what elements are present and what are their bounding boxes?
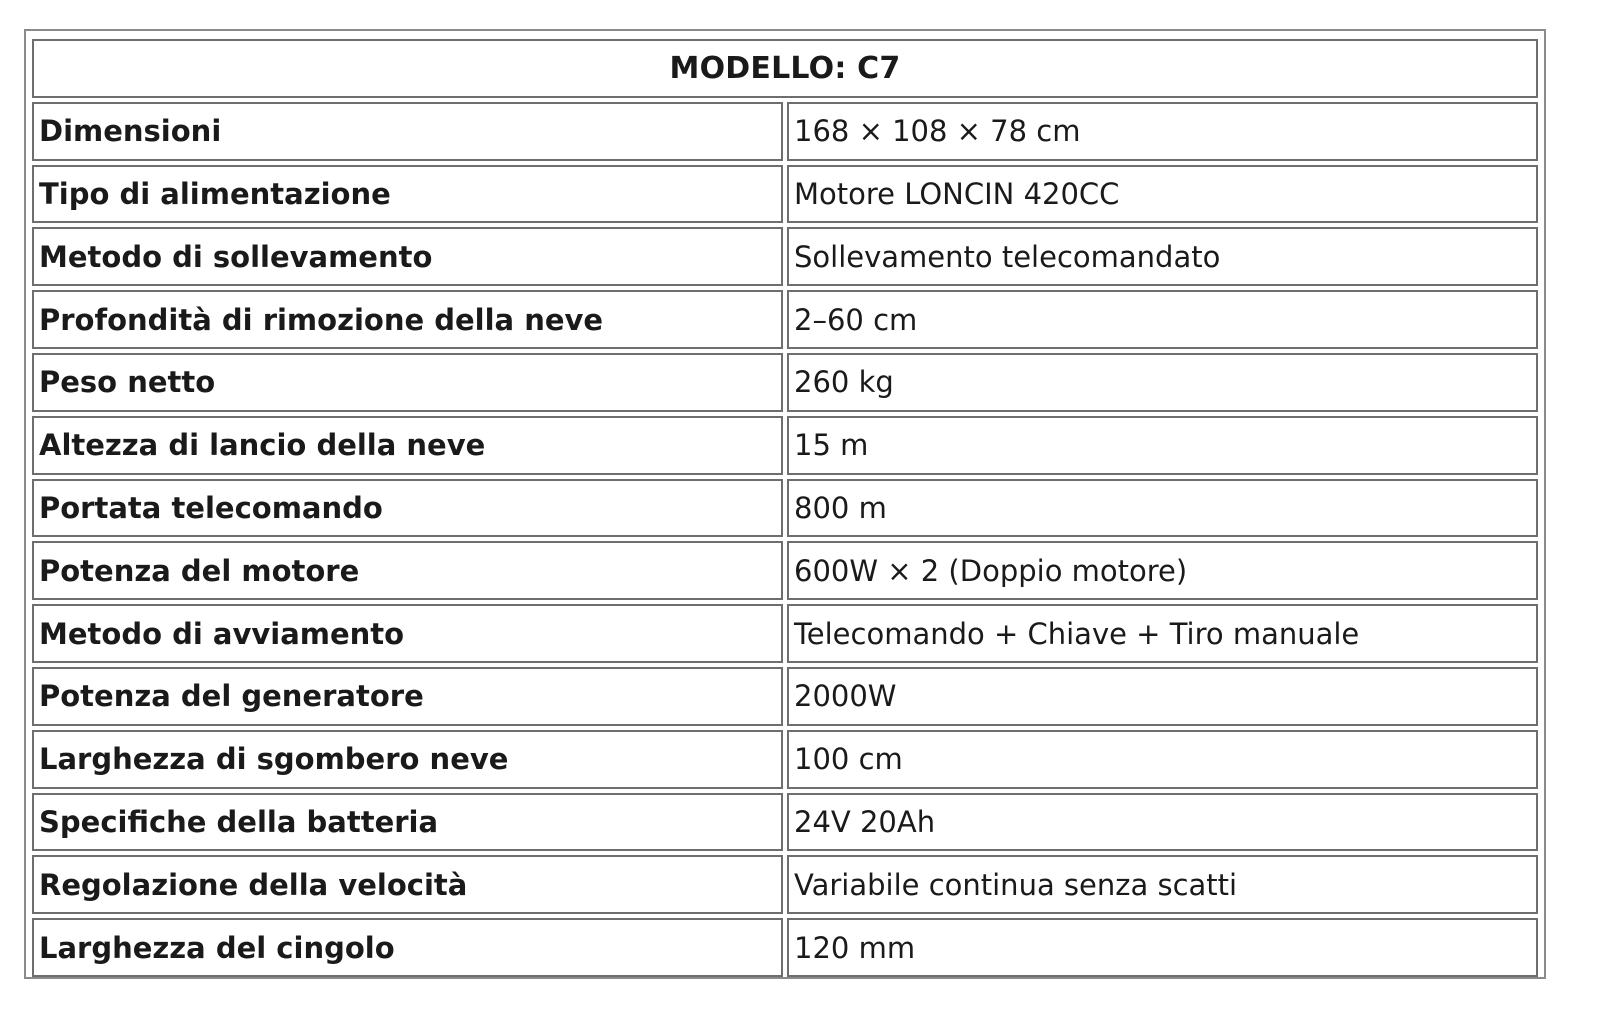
spec-value: 2000W (787, 667, 1538, 726)
spec-table (28, 35, 1542, 981)
spec-label: Altezza di lancio della neve (32, 416, 783, 475)
spec-label: Larghezza del cingolo (32, 918, 783, 977)
table-title: MODELLO: C7 (32, 39, 1538, 98)
spec-value: 15 m (787, 416, 1538, 475)
table-row (32, 227, 1538, 286)
spec-value: 120 mm (787, 918, 1538, 977)
spec-value: 260 kg (787, 353, 1538, 412)
table-row (32, 290, 1538, 349)
table-row (32, 541, 1538, 600)
table-row (32, 667, 1538, 726)
table-header-row (32, 39, 1538, 98)
table-row (32, 102, 1538, 161)
table-row (32, 416, 1538, 475)
table-row (32, 353, 1538, 412)
table-row (32, 855, 1538, 914)
table-row (32, 165, 1538, 224)
spec-value: Sollevamento telecomandato (787, 227, 1538, 286)
spec-value: 24V 20Ah (787, 793, 1538, 852)
spec-label: Metodo di avviamento (32, 604, 783, 663)
table-row (32, 730, 1538, 789)
spec-label: Portata telecomando (32, 479, 783, 538)
spec-label: Specifiche della batteria (32, 793, 783, 852)
table-row (32, 479, 1538, 538)
spec-value: 600W × 2 (Doppio motore) (787, 541, 1538, 600)
spec-label: Regolazione della velocità (32, 855, 783, 914)
spec-label: Dimensioni (32, 102, 783, 161)
table-row (32, 604, 1538, 663)
spec-value: Telecomando + Chiave + Tiro manuale (787, 604, 1538, 663)
table-row (32, 918, 1538, 977)
spec-label: Potenza del generatore (32, 667, 783, 726)
spec-value: 800 m (787, 479, 1538, 538)
spec-label: Peso netto (32, 353, 783, 412)
table-row (32, 793, 1538, 852)
spec-value: 2–60 cm (787, 290, 1538, 349)
spec-label: Tipo di alimentazione (32, 165, 783, 224)
spec-value: 168 × 108 × 78 cm (787, 102, 1538, 161)
spec-label: Profondità di rimozione della neve (32, 290, 783, 349)
spec-label: Larghezza di sgombero neve (32, 730, 783, 789)
spec-value: Variabile continua senza scatti (787, 855, 1538, 914)
spec-value: 100 cm (787, 730, 1538, 789)
spec-value: Motore LONCIN 420CC (787, 165, 1538, 224)
spec-table-frame (24, 29, 1546, 979)
spec-label: Metodo di sollevamento (32, 227, 783, 286)
spec-label: Potenza del motore (32, 541, 783, 600)
